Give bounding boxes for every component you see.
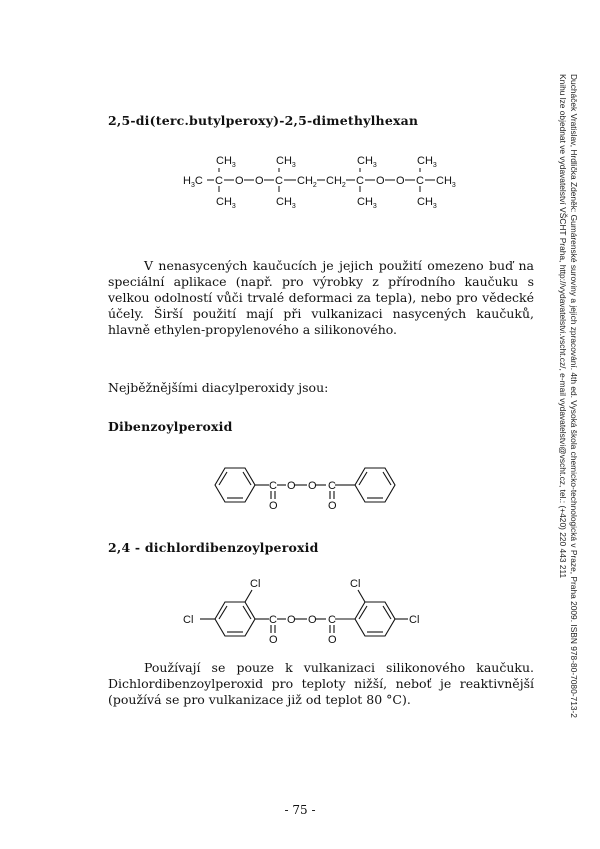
formula-group: $CH_2$ xyxy=(326,175,346,189)
formula-atom: O xyxy=(328,500,337,512)
formula-atom: C xyxy=(356,175,364,187)
formula-atom: C xyxy=(269,480,277,492)
citation-line-2: Knihu lze objednat ve vydavatelství VŠCHT Praha, http://vydavatelstvi.vscht.cz/, e-mail vydavatelstvi@vscht.cz, tel.: (+420) 220 443 211 xyxy=(558,74,568,579)
formula-group: $H_3C$ xyxy=(183,175,203,189)
formula-group: $CH_3$ xyxy=(216,155,236,169)
formula-group: $CH_3$ xyxy=(417,155,437,169)
formula-atom: Cl xyxy=(250,578,261,590)
formula-atom: C xyxy=(275,175,283,187)
structure-dichlordibenzoylperoxid xyxy=(180,574,435,646)
formula-group: $CH_2$ xyxy=(297,175,317,189)
formula-atom: O xyxy=(376,175,385,187)
formula-atom: C xyxy=(416,175,424,187)
formula-group: $CH_3$ xyxy=(276,155,296,169)
formula-atom: Cl xyxy=(350,578,361,590)
formula-atom: Cl xyxy=(409,614,420,626)
formula-group: $CH_3$ xyxy=(276,196,296,210)
structure-dibenzoylperoxid xyxy=(205,455,405,515)
formula-atom: O xyxy=(255,175,264,187)
section-heading-dimethylhexan: 2,5-di(terc.butylperoxy)-2,5-dimethylhexan xyxy=(108,113,419,128)
formula-atom: O xyxy=(396,175,405,187)
formula-atom: O xyxy=(308,614,317,626)
formula-group: $CH_3$ xyxy=(417,196,437,210)
page-number: - 75 - xyxy=(284,803,316,817)
formula-group: $CH_3$ xyxy=(357,196,377,210)
formula-atom: O xyxy=(269,634,278,646)
formula-atom: O xyxy=(235,175,244,187)
formula-atom: Cl xyxy=(183,614,194,626)
paragraph-pouziti: Používají se pouze k vulkanizaci silikonového kaučuku. Dichlordibenzoylperoxid pro teploty nižší, neboť je reaktivnější (používá se pro vulkanizace již od teplot 80 °C). xyxy=(108,660,534,707)
section-heading-dibenzoylperoxid: Dibenzoylperoxid xyxy=(108,419,233,434)
intro-diacylperoxidy: Nejběžnějšími diacylperoxidy jsou: xyxy=(108,380,329,395)
formula-group: $CH_3$ xyxy=(216,196,236,210)
formula-atom: C xyxy=(215,175,223,187)
formula-atom: O xyxy=(308,480,317,492)
formula-atom: C xyxy=(328,480,336,492)
paragraph-nenasycene: V nenasycených kaučucích je jejich použití omezeno buď na speciální aplikace (např. pro výrobky z přírodního kaučuku s velkou odolností vůči trvalé deformaci za tepla), nebo pro vědecké účely. Širší použití mají při vulkanizaci nasycených kaučuků, hlavně ethylen-propylenového a silikonového. xyxy=(108,258,534,337)
formula-atom: C xyxy=(328,614,336,626)
formula-atom: O xyxy=(287,614,296,626)
section-heading-dichlordibenzoylperoxid: 2,4 - dichlordibenzoylperoxid xyxy=(108,540,319,555)
formula-atom: O xyxy=(328,634,337,646)
formula-atom: O xyxy=(269,500,278,512)
structure-dimethylhexan xyxy=(180,148,470,210)
formula-group: $CH_3$ xyxy=(436,175,456,189)
formula-group: $CH_3$ xyxy=(357,155,377,169)
formula-atom: O xyxy=(287,480,296,492)
citation-line-1: Ducháček Vratislav, Hrdlička Zdeněk: Gumárenské suroviny a jejich zpracování. 4th ed. Vysoká škola chemicko-technologická v Praze, Praha 2009. ISBN 978-80-7080-713-2 xyxy=(569,74,579,718)
formula-atom: C xyxy=(269,614,277,626)
